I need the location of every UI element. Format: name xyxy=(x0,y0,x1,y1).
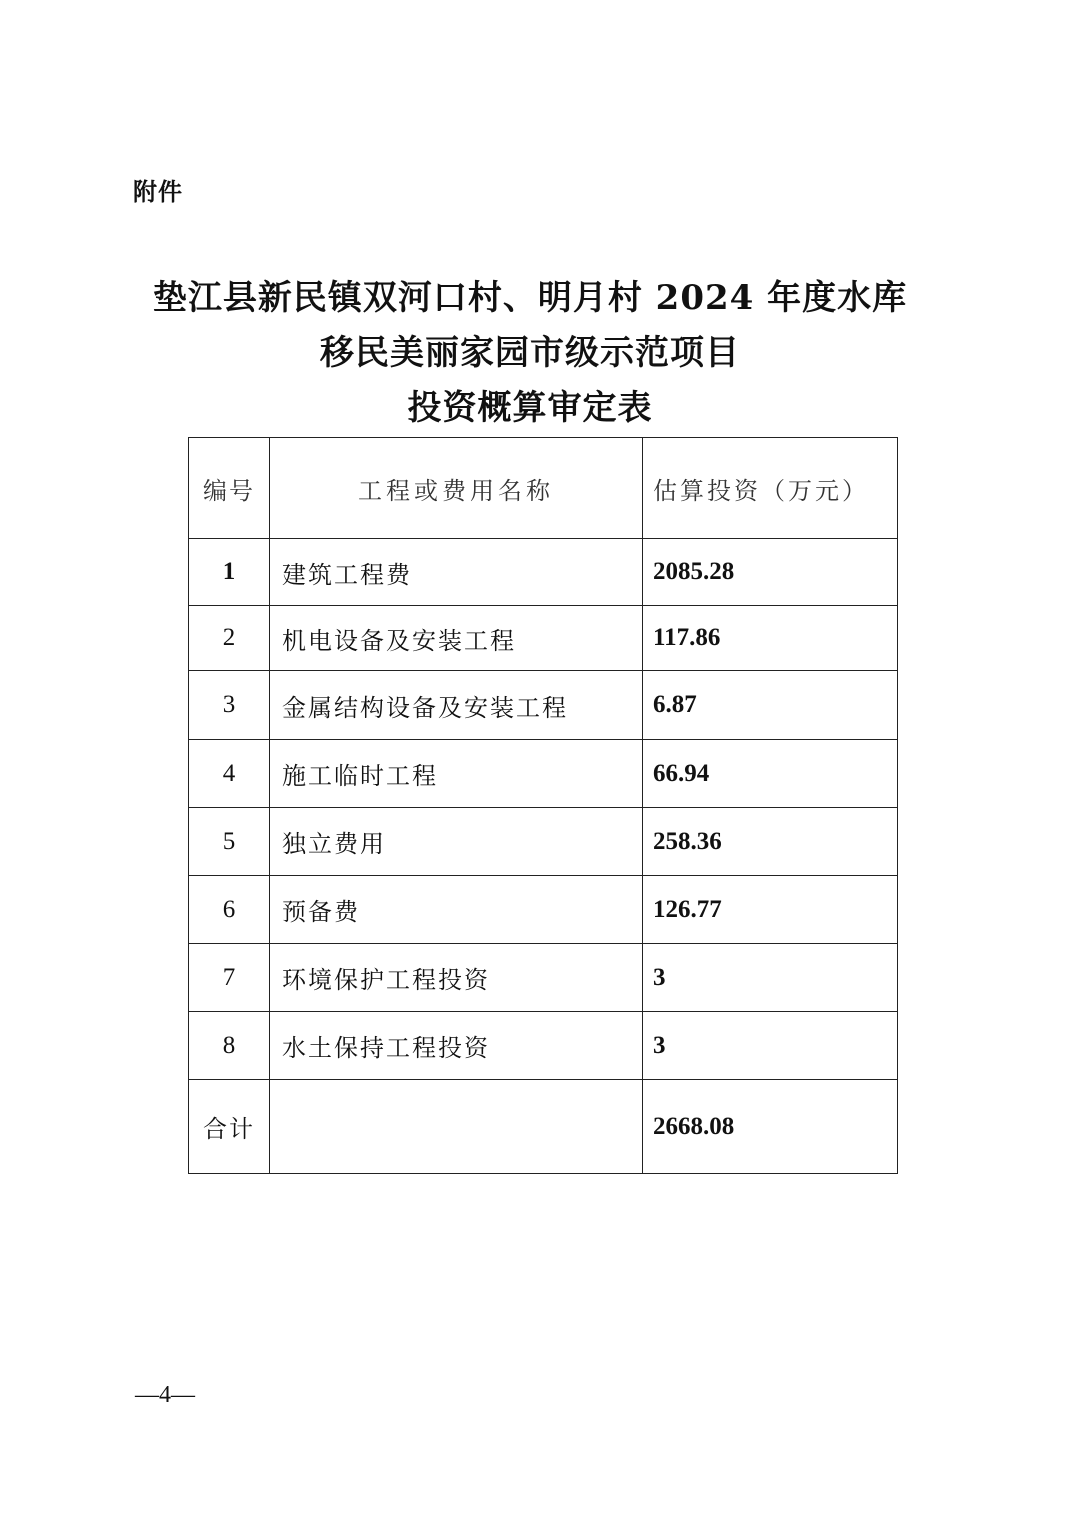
table-header-row xyxy=(189,438,898,539)
row-number: 6 xyxy=(189,876,270,944)
investment-table xyxy=(188,437,898,1174)
table-row xyxy=(189,539,898,606)
row-name: 独立费用 xyxy=(270,808,643,876)
row-amount: 3 xyxy=(643,944,898,1012)
total-label: 合计 xyxy=(189,1080,270,1174)
row-number: 8 xyxy=(189,1012,270,1080)
table-total-row xyxy=(189,1080,898,1174)
table-row xyxy=(189,740,898,808)
row-amount: 126.77 xyxy=(643,876,898,944)
row-number: 5 xyxy=(189,808,270,876)
row-number: 4 xyxy=(189,740,270,808)
header-number: 编号 xyxy=(189,438,270,539)
table-row xyxy=(189,606,898,671)
title-line-1: 垫江县新民镇双河口村、明月村 2024 年度水库 xyxy=(152,278,908,318)
row-amount: 66.94 xyxy=(643,740,898,808)
table-row xyxy=(189,876,898,944)
table-row xyxy=(189,1012,898,1080)
table-row xyxy=(189,944,898,1012)
row-number: 2 xyxy=(189,606,270,671)
total-name xyxy=(270,1080,643,1174)
table-row xyxy=(189,671,898,740)
header-name: 工程或费用名称 xyxy=(270,438,643,539)
title-line-2: 移民美丽家园市级示范项目 xyxy=(320,333,740,373)
row-amount: 3 xyxy=(643,1012,898,1080)
row-name: 机电设备及安装工程 xyxy=(270,606,643,671)
table-row xyxy=(189,808,898,876)
row-number: 3 xyxy=(189,671,270,740)
row-amount: 258.36 xyxy=(643,808,898,876)
header-amount: 估算投资（万元） xyxy=(643,438,898,539)
title-line-3: 投资概算审定表 xyxy=(407,388,653,428)
row-amount: 117.86 xyxy=(643,606,898,671)
row-name: 施工临时工程 xyxy=(270,740,643,808)
row-number: 1 xyxy=(189,539,270,606)
row-name: 环境保护工程投资 xyxy=(270,944,643,1012)
row-amount: 6.87 xyxy=(643,671,898,740)
row-name: 预备费 xyxy=(270,876,643,944)
row-name: 水土保持工程投资 xyxy=(270,1012,643,1080)
row-name: 建筑工程费 xyxy=(270,539,643,606)
row-number: 7 xyxy=(189,944,270,1012)
row-name: 金属结构设备及安装工程 xyxy=(270,671,643,740)
page-number: —4— xyxy=(135,1382,195,1408)
attachment-label: 附件 xyxy=(133,178,183,206)
total-amount: 2668.08 xyxy=(643,1080,898,1174)
row-amount: 2085.28 xyxy=(643,539,898,606)
